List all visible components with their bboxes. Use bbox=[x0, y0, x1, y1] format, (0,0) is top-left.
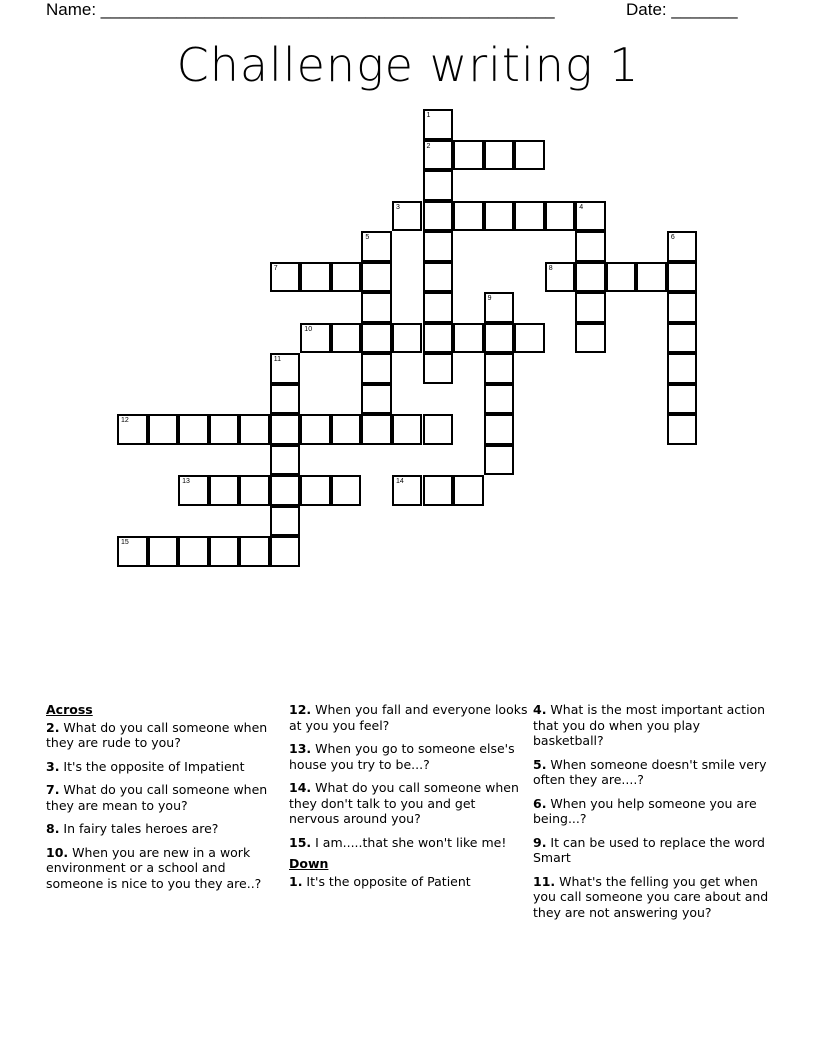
clue-text: What do you call someone when they are mean to you? bbox=[46, 782, 268, 813]
grid-cell[interactable] bbox=[423, 231, 454, 262]
clue-text: It can be used to replace the word Smart bbox=[533, 834, 765, 865]
clue-item bbox=[533, 874, 773, 921]
grid-cell[interactable] bbox=[148, 414, 179, 445]
clue-number: 6 bbox=[670, 234, 675, 241]
clue-number: 12 bbox=[121, 417, 129, 424]
clue-number: 1 bbox=[426, 112, 431, 119]
grid-cell[interactable] bbox=[270, 475, 301, 506]
clue-num: 15. bbox=[289, 834, 312, 850]
grid-cell[interactable] bbox=[423, 262, 454, 293]
clue-num: 6. bbox=[533, 795, 547, 811]
clue-number: 3 bbox=[395, 203, 400, 211]
grid-cell[interactable] bbox=[331, 475, 362, 506]
clue-item bbox=[533, 757, 773, 788]
clue-num: 8. bbox=[46, 821, 60, 836]
grid-cell[interactable] bbox=[423, 292, 454, 323]
date-line: _______ bbox=[671, 0, 738, 19]
grid-cell[interactable] bbox=[484, 201, 515, 232]
clue-number: 11 bbox=[273, 356, 282, 363]
grid-cell[interactable] bbox=[300, 262, 331, 293]
grid-cell[interactable] bbox=[423, 414, 454, 445]
grid-cell[interactable] bbox=[484, 414, 515, 445]
grid-cell[interactable] bbox=[361, 292, 392, 323]
clue-item bbox=[46, 759, 286, 775]
grid-cell[interactable] bbox=[484, 384, 515, 415]
grid-cell[interactable] bbox=[575, 231, 606, 262]
grid-cell[interactable] bbox=[239, 475, 270, 506]
grid-cell[interactable] bbox=[209, 414, 240, 445]
grid-cell[interactable] bbox=[667, 384, 698, 415]
grid-cell[interactable] bbox=[453, 201, 484, 232]
clue-item bbox=[533, 702, 773, 749]
grid-cell[interactable] bbox=[392, 201, 423, 232]
clue-num: 4. bbox=[533, 702, 547, 717]
grid-cell[interactable] bbox=[423, 201, 454, 232]
grid-cell[interactable] bbox=[423, 140, 454, 171]
grid-cell[interactable] bbox=[667, 262, 698, 293]
clue-item bbox=[46, 720, 286, 751]
clues-column-2 bbox=[289, 702, 529, 897]
clue-text: When you help someone you are being...? bbox=[533, 795, 757, 826]
grid-cell[interactable] bbox=[178, 475, 209, 506]
clue-number: 2 bbox=[426, 142, 431, 150]
clue-number: 15 bbox=[121, 539, 129, 546]
clue-text: What's the felling you get when you call someone you care about and they are not answering you? bbox=[533, 873, 769, 920]
clue-item bbox=[289, 741, 529, 772]
grid-cell[interactable] bbox=[270, 506, 301, 537]
grid-cell[interactable] bbox=[575, 262, 606, 293]
clue-text: When you go to someone else's house you try to be...? bbox=[289, 741, 515, 772]
grid-cell[interactable] bbox=[239, 414, 270, 445]
grid-cell[interactable] bbox=[392, 475, 423, 506]
clue-item bbox=[289, 780, 529, 827]
grid-cell[interactable] bbox=[178, 414, 209, 445]
grid-cell[interactable] bbox=[117, 536, 148, 567]
grid-cell[interactable] bbox=[361, 231, 392, 262]
grid-cell[interactable] bbox=[300, 323, 331, 354]
clue-text: What is the most important action that you do when you play basketball? bbox=[533, 702, 766, 748]
grid-cell[interactable] bbox=[484, 292, 515, 323]
grid-cell[interactable] bbox=[270, 414, 301, 445]
grid-cell[interactable] bbox=[270, 384, 301, 415]
grid-cell[interactable] bbox=[270, 262, 301, 293]
name-label: Name: bbox=[46, 0, 101, 19]
clue-text: It's the opposite of Patient bbox=[302, 873, 471, 889]
grid-cell[interactable] bbox=[361, 414, 392, 445]
grid-cell[interactable] bbox=[392, 414, 423, 445]
clue-num: 10. bbox=[46, 844, 69, 860]
clue-item bbox=[533, 835, 773, 866]
grid-cell[interactable] bbox=[667, 231, 698, 262]
clue-item bbox=[46, 821, 286, 837]
grid-cell[interactable] bbox=[484, 353, 515, 384]
grid-cell[interactable] bbox=[453, 475, 484, 506]
grid-cell[interactable] bbox=[331, 262, 362, 293]
grid-cell[interactable] bbox=[209, 475, 240, 506]
clue-number: 7 bbox=[273, 264, 278, 272]
down-heading: Down bbox=[289, 856, 329, 871]
clue-text: What do you call someone when they are rude to you? bbox=[46, 719, 268, 750]
clue-num: 11. bbox=[533, 873, 556, 889]
grid-cell[interactable] bbox=[209, 536, 240, 567]
grid-cell[interactable] bbox=[239, 536, 270, 567]
grid-cell[interactable] bbox=[514, 201, 545, 232]
clue-num: 7. bbox=[46, 782, 60, 797]
clue-text: I am.....that she won't like me! bbox=[311, 834, 507, 850]
clue-num: 1. bbox=[289, 873, 303, 889]
clue-text: When you fall and everyone looks at you you feel? bbox=[289, 702, 528, 733]
clue-text: It's the opposite of Impatient bbox=[59, 758, 245, 774]
grid-cell[interactable] bbox=[361, 353, 392, 384]
grid-cell[interactable] bbox=[423, 353, 454, 384]
clue-text: When you are new in a work environment or a school and someone is nice to you they are..? bbox=[46, 844, 262, 891]
clue-num: 9. bbox=[533, 834, 547, 850]
clue-number: 4 bbox=[579, 203, 584, 211]
clue-number: 14 bbox=[395, 478, 404, 485]
date-label: Date: bbox=[626, 0, 672, 19]
grid-cell[interactable] bbox=[392, 323, 423, 354]
date-field[interactable] bbox=[626, 0, 738, 20]
clue-number: 9 bbox=[487, 295, 492, 302]
clue-num: 12. bbox=[289, 702, 312, 717]
grid-cell[interactable] bbox=[270, 536, 301, 567]
clue-item bbox=[46, 845, 286, 892]
grid-cell[interactable] bbox=[484, 323, 515, 354]
grid-cell[interactable] bbox=[606, 262, 637, 293]
grid-cell[interactable] bbox=[270, 445, 301, 476]
grid-cell[interactable] bbox=[514, 323, 545, 354]
clue-number: 10 bbox=[304, 325, 313, 333]
name-line: ________________________________________________ bbox=[100, 0, 555, 19]
grid-cell[interactable] bbox=[575, 292, 606, 323]
name-field[interactable] bbox=[46, 0, 555, 20]
clue-num: 14. bbox=[289, 780, 312, 795]
grid-cell[interactable] bbox=[484, 140, 515, 171]
clue-item bbox=[289, 835, 529, 851]
grid-cell[interactable] bbox=[667, 323, 698, 354]
grid-cell[interactable] bbox=[514, 140, 545, 171]
clue-num: 13. bbox=[289, 741, 312, 756]
grid-cell[interactable] bbox=[667, 292, 698, 323]
grid-cell[interactable] bbox=[361, 384, 392, 415]
clue-number: 5 bbox=[365, 234, 370, 241]
grid-cell[interactable] bbox=[423, 323, 454, 354]
grid-cell[interactable] bbox=[423, 475, 454, 506]
grid-cell[interactable] bbox=[300, 414, 331, 445]
grid-cell[interactable] bbox=[361, 323, 392, 354]
grid-cell[interactable] bbox=[453, 140, 484, 171]
clue-text: In fairy tales heroes are? bbox=[59, 821, 219, 836]
clue-text: When someone doesn't smile very often they are....? bbox=[533, 756, 767, 787]
grid-cell[interactable] bbox=[423, 109, 454, 140]
clue-number: 13 bbox=[182, 478, 190, 485]
grid-cell[interactable] bbox=[575, 201, 606, 232]
grid-cell[interactable] bbox=[361, 262, 392, 293]
grid-cell[interactable] bbox=[178, 536, 209, 567]
grid-cell[interactable] bbox=[331, 323, 362, 354]
clue-item bbox=[533, 796, 773, 827]
grid-cell[interactable] bbox=[636, 262, 667, 293]
clue-item bbox=[46, 782, 286, 813]
grid-cell[interactable] bbox=[148, 536, 179, 567]
clue-num: 5. bbox=[533, 756, 547, 772]
clue-num: 2. bbox=[46, 719, 60, 735]
clue-item bbox=[289, 702, 529, 733]
page-title: Challenge writing 1 bbox=[176, 38, 640, 92]
grid-cell[interactable] bbox=[423, 170, 454, 201]
grid-cell[interactable] bbox=[453, 323, 484, 354]
clue-number: 8 bbox=[548, 264, 553, 272]
clue-text: What do you call someone when they don't talk to you and get nervous around you? bbox=[289, 780, 519, 826]
clue-item bbox=[289, 874, 529, 890]
across-heading: Across bbox=[46, 702, 93, 717]
grid-cell[interactable] bbox=[331, 414, 362, 445]
clue-num: 3. bbox=[46, 758, 60, 774]
grid-cell[interactable] bbox=[300, 475, 331, 506]
clues-column-3 bbox=[533, 702, 773, 928]
grid-cell[interactable] bbox=[484, 445, 515, 476]
grid-cell[interactable] bbox=[575, 323, 606, 354]
grid-cell[interactable] bbox=[667, 353, 698, 384]
clues-column-1 bbox=[46, 702, 286, 899]
grid-cell[interactable] bbox=[545, 201, 576, 232]
grid-cell[interactable] bbox=[667, 414, 698, 445]
grid-cell[interactable] bbox=[270, 353, 301, 384]
grid-cell[interactable] bbox=[117, 414, 148, 445]
grid-cell[interactable] bbox=[545, 262, 576, 293]
